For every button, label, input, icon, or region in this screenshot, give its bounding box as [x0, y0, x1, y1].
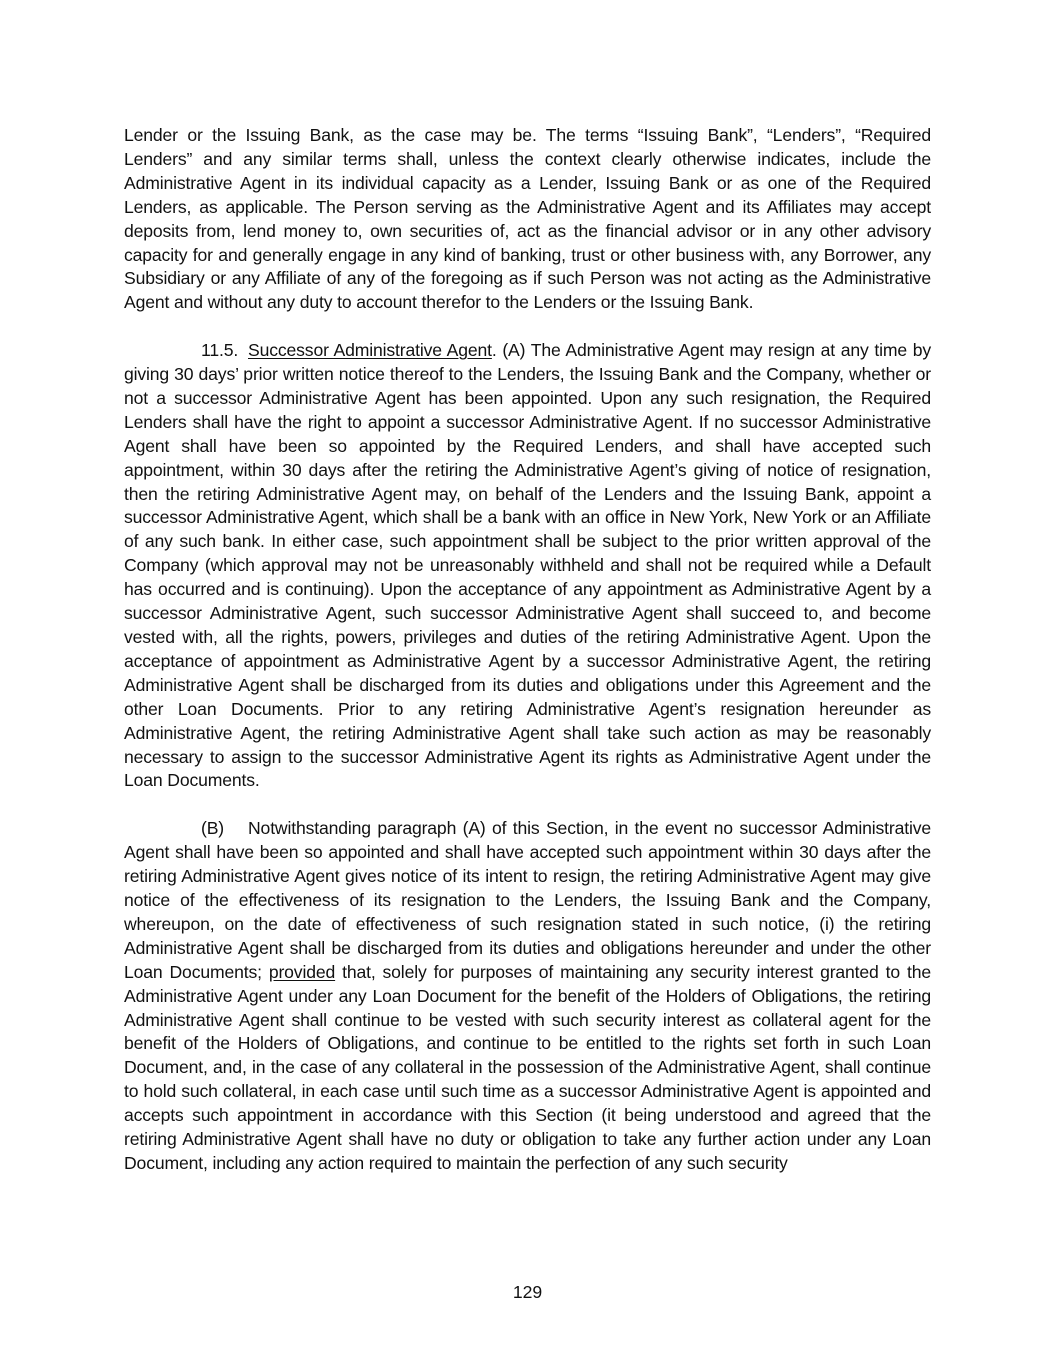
paragraph-b-text-after: that, solely for purposes of maintaining any security interest granted to the Administrative Agent under any Loan Document for the benefit of the Holders of Obligations, the retiring Administrative Agent shall continue to be vested with such security interest as collateral agent for the benefit of the Holders of Obligations, and continue to be entitled to the rights set forth in such Loan Document, and, in the case of any collateral in the possession of the Administrative Agent, shall continue to hold such collateral, in each case until such time as a successor Administrative Agent is appointed and accepts such appointment in accordance with this Section (it being understood and agreed that the retiring Administrative Agent shall have no duty or obligation to take any further action under any Loan Document, including any action required to maintain the perfection of any such security	[124, 961, 931, 1173]
section-heading-period: .	[491, 340, 497, 361]
paragraph-continuation: Lender or the Issuing Bank, as the case may be. The terms “Issuing Bank”, “Lenders”, “Required Lenders” and any similar terms shall, unless the context clearly otherwise indicates, include the Administrative Agent in its individual capacity as a Lender, Issuing Bank or as one of the Required Lenders, as applicable. The Person serving as the Administrative Agent and its Affiliates may accept deposits from, lend money to, own securities of, act as the financial advisor or in any other advisory capacity for and generally engage in any kind of banking, trust or other business with, any Borrower, any Subsidiary or any Affiliate of any of the foregoing as if such Person was not acting as the Administrative Agent and without any duty to account therefor to the Lenders or the Issuing Bank.	[124, 125, 931, 313]
section-number: 11.5.	[201, 340, 239, 361]
paragraph-label: (B)	[201, 818, 225, 839]
paragraph-b-text-before: Notwithstanding paragraph (A) of this Section, in the event no successor Administrative Agent shall have been so appointed and shall have accepted such appointment within 30 days after the retiring Administrative Agent gives notice of its intent to resign, the retiring Administrative Agent may give notice of the effectiveness of its resignation to the Lenders, the Issuing Bank and the Company, whereupon, on the date of effectiveness of such resignation stated in such notice, (i) the retiring Administrative Agent shall be discharged from its duties and obligations hereunder and under the other Loan Documents;	[124, 818, 931, 982]
section-11-5-paragraph	[124, 339, 931, 793]
section-heading: Successor Administrative Agent	[248, 340, 492, 361]
provided-term: provided	[268, 961, 336, 982]
document-page	[124, 124, 931, 1176]
paragraph-b	[124, 817, 931, 1176]
page-number: 129	[512, 1282, 543, 1302]
section-body: (A) The Administrative Agent may resign at any time by giving 30 days’ prior written notice thereof to the Lenders, the Issuing Bank and the Company, whether or not a successor Administrative Agent has been appointed. Upon any such resignation, the Required Lenders shall have the right to appoint a successor Administrative Agent. If no successor Administrative Agent shall have been so appointed by the Required Lenders, and shall have accepted such appointment, within 30 days after the retiring the Administrative Agent’s giving of notice of resignation, then the retiring Administrative Agent may, on behalf of the Lenders and the Issuing Bank, appoint a successor Administrative Agent, which shall be a bank with an office in New York, New York or an Affiliate of any such bank. In either case, such appointment shall be subject to the prior written approval of the Company (which approval may not be unreasonably withheld and shall not be required while a Default has occurred and is continuing). Upon the acceptance of any appointment as Administrative Agent by a successor Administrative Agent, such successor Administrative Agent shall succeed to, and become vested with, all the rights, powers, privileges and duties of the retiring Administrative Agent. Upon the acceptance of appointment as Administrative Agent by a successor Administrative Agent, the retiring Administrative Agent shall be discharged from its duties and obligations under this Agreement and the other Loan Documents. Prior to any retiring Administrative Agent’s resignation hereunder as Administrative Agent, the retiring Administrative Agent shall take such action as may be reasonably necessary to assign to the successor Administrative Agent its rights as Administrative Agent under the Loan Documents.	[124, 340, 931, 791]
